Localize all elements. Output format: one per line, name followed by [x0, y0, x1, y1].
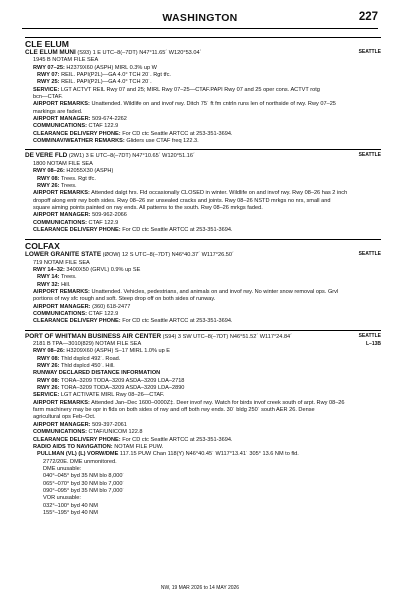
wx-remarks: Gliders use CTAF freq 122.3.: [126, 138, 199, 145]
label: AIRPORT REMARKS:: [33, 101, 90, 108]
page-footer: NW, 19 MAR 2026 to 14 MAY 2026: [160, 585, 240, 591]
runway-info: 3400X50 (GRVL) 0.9% up SE: [66, 266, 141, 273]
comm-freq: CTAF 122.9: [88, 311, 119, 317]
comm-freq: CTAF 122.9: [88, 219, 119, 226]
navaid-note: 090°–095° byd 35 NM blo 7,000´: [43, 487, 125, 494]
label: COMMUNICATIONS:: [33, 429, 87, 436]
label: RWY 08:: [37, 175, 60, 182]
chart-code: L–13B: [365, 341, 381, 348]
label: RWY 26:: [37, 363, 60, 370]
label: RWY 25:: [37, 79, 60, 86]
comm-freq: CTAF/UNICOM 122.8: [88, 429, 143, 436]
navaid-note: 065°–070° byd 30 NM blo 7,000´: [43, 480, 125, 487]
airport-de-vere-fld: [25, 152, 381, 234]
airport-ident: (2W1): [68, 153, 85, 160]
chart-name: SEATTLE: [358, 152, 381, 159]
label: AIRPORT REMARKS:: [33, 288, 90, 295]
navaid-note: 155°–195° byd 40 NM: [43, 509, 98, 516]
label: RWY 07–25:: [33, 64, 65, 71]
remarks-text: Attended dalgt hrs. Fld occasionally CLOSED in winter. Wildlife on and invof rwy. Rwy 08–26 has 2 inch: [91, 190, 348, 197]
label: RWY 07:: [37, 72, 60, 79]
label: RWY 32:: [37, 281, 60, 288]
directory-content: [25, 35, 381, 517]
runway-end-info: Thld dsplcd 450´. Hill.: [60, 363, 115, 370]
navaid-info: 117.15 PUW Chan 118(Y) N46°40.45´ W117°13.41´ 305° 13.6 NM to fld.: [119, 451, 299, 458]
label: CLEARANCE DELIVERY PHONE:: [33, 318, 121, 325]
label: AIRPORT REMARKS:: [33, 399, 90, 406]
chart-name: SEATTLE: [358, 49, 381, 55]
airport-name: CLE ELUM MUNI: [25, 49, 76, 56]
divider: [25, 149, 381, 150]
runway-end-info: Trees.: [60, 274, 77, 281]
nav-notam: NOTAM FILE PUW.: [114, 443, 164, 450]
remarks-text-cont: farm machinery may be opr in flds on both sides of rwy and off both rwy ends. 30´ bldg 250´ south AER 26. Dense: [33, 407, 315, 414]
airport-ident: (S93): [77, 50, 92, 56]
label: COMMUNICATIONS:: [33, 219, 87, 226]
label: AIRPORT MANAGER:: [33, 212, 91, 219]
airport-location: 1 E UTC–8(–7DT) N47°11.65´ W120°53.04´: [92, 50, 202, 56]
airport-name: LOWER GRANITE STATE: [25, 251, 102, 259]
airport-lower-granite-state: [25, 251, 381, 325]
label: RWY 14–32:: [33, 266, 65, 273]
label: RWY 08–26:: [33, 348, 65, 355]
label: SERVICE:: [33, 86, 60, 93]
label: RWY 26:: [37, 182, 60, 189]
airport-location: 3 E UTC–8(–7DT) N47°10.65´ W120°51.16´: [85, 153, 195, 160]
navaid-note: DME unusable:: [43, 465, 82, 472]
service-text: LGT ACTVT REIL Rwy 07 and 25; MIRL Rwy 07–25—CTAF.PAPI Rwy 07 and 25 oper cons. ACTVT rotg: [60, 86, 320, 93]
runway-end-info: Trees.: [60, 182, 77, 189]
city-heading-cle-elum: CLE ELUM: [25, 37, 381, 49]
label: RADIO AIDS TO NAVIGATION:: [33, 443, 113, 450]
service-text-cont: bcn—CTAF.: [33, 94, 63, 101]
manager-phone: 509-674-2262: [92, 116, 127, 123]
navaid-note: 040°–045° byd 35 NM blo 8,000´: [43, 473, 125, 480]
navaid-note: VOR unusable:: [43, 495, 81, 502]
label: RWY 08–26:: [33, 168, 65, 175]
comm-freq: CTAF 122.9: [88, 123, 119, 130]
remarks-text-cont: agricultural ops Feb–Oct.: [33, 414, 96, 421]
remarks-text-cont: dropoff along entr rwy both sides. Rwy 08–26 svr unsealed cracks and joints. Rwy 08–26 NSTD mrkgs no nrs, small and: [33, 197, 331, 204]
label: AIRPORT MANAGER:: [33, 116, 91, 123]
runway-end-info: Trees. Rgt tfc.: [60, 175, 96, 182]
navaid-note: 032°–100° byd 40 NM: [43, 502, 98, 509]
label: RWY 08:: [37, 355, 60, 362]
divider: [25, 330, 381, 331]
airport-port-of-whitman: [25, 333, 381, 518]
label: AIRPORT MANAGER:: [33, 303, 91, 310]
label: CLEARANCE DELIVERY PHONE:: [33, 226, 121, 233]
airport-cle-elum-muni: [25, 49, 381, 145]
clearance-text: For CD ctc Seattle ARTCC at 253-351-3694.: [122, 318, 233, 325]
remarks-text: Attended Jan–Dec 1600–0000Z‡. Deer invof rwy. Watch for birds invof creek south of arpt. Rwy 08–26: [91, 399, 345, 406]
service-text: LGT ACTIVATE MIRL Rwy 08–26—CTAF.: [60, 392, 165, 399]
airport-elevation: 719 NOTAM FILE SEA: [33, 259, 90, 266]
runway-info: H2379X60 (ASPH) MIRL 0.3% up W: [66, 64, 157, 71]
label: COMM/NAV/WEATHER REMARKS:: [33, 138, 125, 145]
declared-distance: TORA–3209 TODA–3209 ASDA–3209 LDA–2718: [60, 377, 185, 384]
navaid-name: PULLMAN (VL) (L) VORW/DME: [37, 451, 119, 458]
city-heading-colfax: COLFAX: [25, 239, 381, 251]
airport-ident: (ØOW): [102, 252, 121, 259]
label: RWY 26:: [37, 385, 60, 392]
chart-name: SEATTLE: [358, 251, 381, 258]
label: CLEARANCE DELIVERY PHONE:: [33, 130, 121, 137]
label: COMMUNICATIONS:: [33, 123, 87, 130]
remarks-text-cont: square aiming points painted on rwy ends. All patterns to the south. Rwy 08–26 mrkgs faded.: [33, 204, 263, 211]
label: AIRPORT MANAGER:: [33, 421, 91, 428]
label: COMMUNICATIONS:: [33, 311, 87, 317]
airport-name: PORT OF WHITMAN BUSINESS AIR CENTER: [25, 332, 162, 340]
page-number: 227: [358, 11, 378, 23]
airport-location: 12 S UTC–8(–7DT) N46°40.37´ W117°26.50´: [121, 252, 234, 259]
remarks-text-cont: portions of rwy sfc rough and soft. Steep drop off on both sides of runway.: [33, 296, 216, 303]
label: AIRPORT REMARKS:: [33, 190, 90, 197]
runway-info: H2055X30 (ASPH): [66, 168, 114, 175]
navaid-info-cont: 2772/20E. DME unmonitored.: [43, 458, 117, 465]
airport-elevation: 2181 B TPA—3010(829) NOTAM FILE SEA: [33, 341, 142, 348]
page-header: [22, 11, 378, 29]
airport-ident: (S94): [162, 333, 177, 340]
state-title: WASHINGTON: [162, 12, 238, 24]
remarks-text: Unattended. Vehicles, pedestrians, and animals on and invof rwy. No winter snow removal ops. Grvl: [91, 288, 339, 295]
airport-location: 3 SW UTC–8(–7DT) N46°51.52´ W117°24.84´: [177, 333, 293, 340]
declared-distance-heading: RUNWAY DECLARED DISTANCE INFORMATION: [33, 370, 161, 377]
runway-end-info: Thld dsplcd 492´. Road.: [60, 355, 121, 362]
clearance-text: For CD ctc Seattle ARTCC at 253-351-3694.: [122, 130, 233, 137]
remarks-text-cont: markings are faded.: [33, 108, 83, 115]
clearance-text: For CD ctc Seattle ARTCC at 253-351-3694.: [122, 226, 233, 233]
runway-info: H3209X60 (ASPH) S–17 MIRL 1.0% up E: [66, 348, 171, 355]
airport-elevation: 1945 B NOTAM FILE SEA: [33, 57, 99, 64]
airport-name: DE VERE FLD: [25, 152, 68, 160]
label: RWY 14:: [37, 274, 60, 281]
runway-end-info: Hill.: [61, 281, 71, 288]
runway-end-info: REIL. PAPI(P2L)—GA 4.0° TCH 20´.: [61, 79, 152, 86]
clearance-text: For CD ctc Seattle ARTCC at 253-351-3694.: [122, 436, 233, 443]
airport-elevation: 1800 NOTAM FILE SEA: [33, 160, 93, 167]
runway-end-info: REIL. PAPI(P2L)—GA 4.0° TCH 20´. Rgt tfc.: [61, 72, 171, 79]
manager-phone: (360) 618-2477: [92, 303, 131, 310]
label: RWY 08:: [37, 377, 60, 384]
label: CLEARANCE DELIVERY PHONE:: [33, 436, 121, 443]
remarks-text: Unattended. Wildlife on and invof rwy. Ditch 75´ ft fm cntrln runs len of northside of rwy. Rwy 07–25: [91, 101, 336, 108]
declared-distance: TORA–3209 TODA–3209 ASDA–3209 LDA–2890: [60, 385, 185, 392]
manager-phone: 509-397-2061: [92, 421, 127, 428]
label: SERVICE:: [33, 392, 60, 399]
manager-phone: 509-962-2066: [92, 212, 127, 219]
chart-name: SEATTLE: [358, 332, 381, 339]
